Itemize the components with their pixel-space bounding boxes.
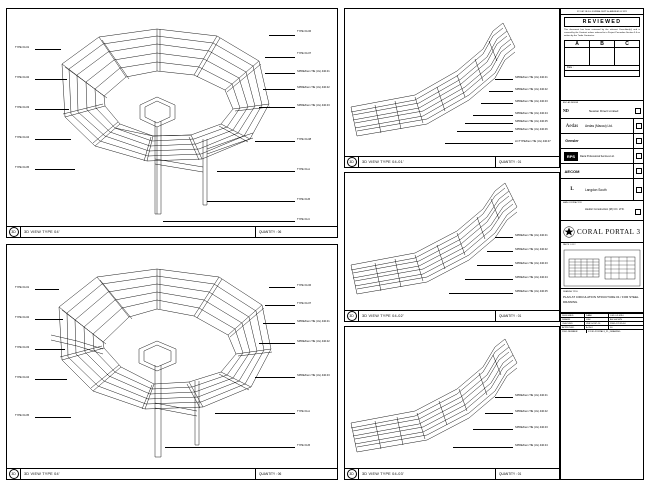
view-title-bar bbox=[345, 468, 559, 479]
key-plan-diagram bbox=[563, 249, 641, 287]
annotation-label: TYPE 04-01 bbox=[15, 46, 30, 49]
annotation-label: SPIRE/Item TIE (UL) 440.02 bbox=[515, 88, 548, 91]
review-stamp bbox=[561, 15, 643, 101]
view-quantity: QUANTITY : 06 bbox=[255, 227, 337, 237]
field-row bbox=[561, 317, 643, 321]
annotation-label: SPIRE/Item TIE (UL) 440.03 bbox=[515, 262, 548, 265]
annotation-label: SPIRE/Item TIE (UL) 440.04 bbox=[515, 276, 548, 279]
annotation-label: TYPE 04-01 bbox=[15, 286, 30, 289]
field-row bbox=[561, 325, 643, 329]
consultant-checkbox-cell bbox=[633, 149, 643, 163]
consultant-row-gensler bbox=[561, 134, 643, 149]
review-columns-body bbox=[564, 48, 640, 66]
title-fields-grid bbox=[561, 313, 643, 333]
annotation-label: TYPE 04-A bbox=[297, 168, 310, 171]
view-bubble bbox=[345, 311, 359, 321]
view-bubble bbox=[7, 227, 21, 237]
consultant-checkbox[interactable] bbox=[636, 187, 642, 193]
view-quantity: QUANTITY : 01 bbox=[495, 469, 559, 479]
consultant-row-rps bbox=[561, 149, 643, 164]
annotation-label: TYPE 04-07 bbox=[297, 52, 312, 55]
field-value-2: DWG-ST-3D-04 bbox=[610, 322, 626, 325]
main-contractor-checkbox[interactable] bbox=[635, 209, 641, 215]
field-value-2: AS SHOWN bbox=[610, 318, 622, 321]
consultant-row-langdon bbox=[561, 179, 643, 201]
project-logo-row bbox=[561, 221, 643, 243]
annotation-label: TYPE 04-06 bbox=[297, 30, 312, 33]
review-stamp-heading: REVIEWED bbox=[564, 17, 640, 27]
consultant-name: Aedas (Macau) Ltd. bbox=[585, 124, 613, 128]
drawing-title-text: PLAN AT CIRCULATION STRUCTURE 01 / FOR STEEL DRAWING bbox=[563, 295, 639, 304]
review-col-c: C bbox=[625, 40, 629, 47]
view-name: 3D VIEW TYPE 04-02' bbox=[362, 314, 404, 318]
annotation-label: TYPE 04-B bbox=[297, 198, 310, 201]
field-label: DRAWN bbox=[561, 318, 585, 321]
field-row bbox=[561, 313, 643, 317]
view-name: 3D VIEW TYPE 04' bbox=[24, 230, 60, 234]
view-bubble-label: 3D bbox=[347, 157, 357, 167]
key-plan-row bbox=[561, 243, 643, 289]
review-cell-b[interactable] bbox=[590, 48, 615, 65]
field-value: VER 04 SP-10 bbox=[585, 322, 609, 325]
annotation-label: TYPE 04-04 bbox=[15, 136, 30, 139]
field-value: A.CHO bbox=[585, 326, 609, 329]
review-col-a: A bbox=[565, 41, 590, 47]
annotation-label: TYPE 04-03 bbox=[15, 106, 30, 109]
annotation-label: SPIRE/Item TIE (UL) 440.03 bbox=[297, 374, 330, 377]
annotation-label: SPIRE/Item TIE (UL) 440.01 bbox=[297, 70, 330, 73]
drawing-title-label: DRAWING TITLE bbox=[563, 291, 578, 293]
viewport-bottom-left bbox=[6, 244, 338, 480]
coral-emblem-icon bbox=[561, 226, 577, 238]
main-contractor-row bbox=[561, 201, 643, 221]
consultant-name: Langdon South bbox=[585, 187, 607, 192]
annotation-label: TYPE 04-05 bbox=[15, 166, 30, 169]
aedas-logo: Aedas bbox=[565, 123, 579, 129]
view-quantity: QUANTITY : 01 bbox=[495, 157, 559, 167]
sheet-ref-value: ST-3D-PORTAL3_PL_DRAWING bbox=[588, 330, 621, 333]
view-bubble bbox=[7, 469, 21, 479]
consultant-checkbox[interactable] bbox=[636, 138, 642, 144]
annotation-label: SPIRE/Item TIE (UL) 440.02 bbox=[297, 86, 330, 89]
view-bubble-label: 3D bbox=[347, 469, 357, 479]
viewport-top-left bbox=[6, 8, 338, 238]
consultant-name: Ravia Professional Services Ltd. bbox=[580, 154, 615, 158]
drawing-no-label: DWG NUMBER bbox=[561, 330, 587, 333]
isometric-canopy-drawing-2 bbox=[7, 245, 339, 469]
view-quantity: QUANTITY : 06 bbox=[255, 469, 337, 479]
truss-detail-drawing-1 bbox=[345, 9, 561, 157]
key-plan-label: PARTS 1 OF 2 bbox=[563, 244, 576, 246]
view-bubble-label: 3D bbox=[9, 227, 19, 237]
consultant-checkbox[interactable] bbox=[636, 168, 642, 174]
field-label: DESIGNED bbox=[561, 314, 585, 317]
annotation-label: SPIRE/Item TIE (UL) 440.02 bbox=[515, 410, 548, 413]
annotation-label: SPIRE/Item TIE (UL) 440.03 bbox=[515, 100, 548, 103]
consultant-role-label: BD/ LAD DESIGN bbox=[563, 102, 579, 104]
annotation-label: TYPE 04-02 bbox=[15, 316, 30, 319]
annotation-label: SPIRE/Item TIE (UL) 440.02 bbox=[515, 248, 548, 251]
view-bubble bbox=[345, 469, 359, 479]
view-title-bar bbox=[7, 226, 337, 237]
view-title-bar bbox=[7, 468, 337, 479]
top-note-text: ST. DET. BLDG JOURNAL DEPT. A. AMENDED 02 STR bbox=[577, 10, 627, 13]
annotation-label: TYPE 04-04 bbox=[15, 376, 30, 379]
view-name: 3D VIEW TYPE 04-01' bbox=[362, 160, 404, 164]
viewport-right-bottom bbox=[344, 326, 560, 480]
annotation-label: TYPE 04-02 bbox=[15, 76, 30, 79]
annotation-label: TYPE 04-08 bbox=[297, 138, 312, 141]
annotation-label: SPIRE/Item TIE (UL) 440.01 bbox=[297, 320, 330, 323]
annotation-label: SPIRE/Item TIE (UL) 440.06 bbox=[515, 128, 548, 131]
main-contractor-name: Hsubic Construction (M) CO. LTD. bbox=[585, 208, 625, 211]
consultant-checkbox[interactable] bbox=[635, 108, 641, 114]
annotation-label: TYPE 04-B bbox=[297, 444, 310, 447]
gensler-logo: Gensler bbox=[565, 139, 579, 143]
review-cell-c[interactable] bbox=[615, 48, 639, 65]
consultant-row-aedas bbox=[561, 119, 643, 134]
title-block bbox=[560, 8, 644, 480]
annotation-label: SPIRE/Item TIE (UL) 440.01 bbox=[515, 394, 548, 397]
project-logo-text: CORAL PORTAL 3 bbox=[577, 227, 641, 236]
consultant-row-newton bbox=[561, 101, 643, 119]
aecom-logo: AECOM bbox=[564, 168, 580, 174]
field-value: DAAD bbox=[585, 314, 609, 317]
annotation-label: LN TYPE/Item TIE (UL) 440.07 bbox=[515, 140, 551, 143]
view-title-bar bbox=[345, 310, 559, 321]
field-value: JSM bbox=[585, 318, 609, 321]
view-name: 3D VIEW TYPE 04' bbox=[24, 472, 60, 476]
isometric-canopy-drawing-1 bbox=[7, 9, 339, 227]
consultant-checkbox[interactable] bbox=[636, 153, 642, 159]
view-name: 3D VIEW TYPE 04-03' bbox=[362, 472, 404, 476]
main-contractor-label: MAIN CONTRACTOR bbox=[563, 202, 582, 204]
annotation-label: TYPE 04-03 bbox=[15, 346, 30, 349]
consultant-name: Newton Direct Limited bbox=[589, 109, 619, 113]
annotation-label: TYPE 04-05 bbox=[15, 414, 30, 417]
review-stamp-body: This document has been reviewed by the relevant Consultant(s) and is covered by the Contract unless referred to in Project Procedure Section 5.4 as written by the Trade Contractor. bbox=[564, 29, 640, 37]
langdon-logo: L bbox=[570, 187, 574, 192]
rps-logo: RPS bbox=[564, 152, 578, 161]
newton-logo: ND bbox=[563, 108, 569, 113]
annotation-label: TYPE 04-C bbox=[297, 218, 311, 221]
consultant-row-aecom bbox=[561, 164, 643, 179]
view-title-bar bbox=[345, 156, 559, 167]
review-columns-header bbox=[564, 40, 640, 48]
annotation-label: SPIRE/Item TIE (UL) 440.05 bbox=[515, 290, 548, 293]
view-bubble-label: 3D bbox=[9, 469, 19, 479]
drawing-title-row bbox=[561, 289, 643, 313]
consultant-checkbox-cell bbox=[633, 179, 643, 200]
consultant-checkbox[interactable] bbox=[636, 123, 642, 129]
annotation-label: SPIRE/Item TIE (UL) 440.01 bbox=[515, 76, 548, 79]
review-date-field[interactable]: Date : bbox=[564, 66, 640, 71]
view-quantity: QUANTITY : 01 bbox=[495, 311, 559, 321]
field-value-2: 00 bbox=[610, 326, 613, 329]
view-bubble-label: 3D bbox=[347, 311, 357, 321]
review-cell-a[interactable] bbox=[565, 48, 590, 65]
viewport-right-mid bbox=[344, 172, 560, 322]
sheet-ref-row bbox=[561, 329, 643, 333]
field-value-2: C&D 0.9.0910 bbox=[610, 314, 624, 317]
annotation-label: SPIRE/Item TIE (UL) 440.05 bbox=[515, 120, 548, 123]
consultant-checkbox-cell bbox=[633, 134, 643, 148]
review-date-field-2[interactable] bbox=[564, 71, 640, 77]
annotation-label: TYPE 04-07 bbox=[297, 302, 312, 305]
annotation-label: SPIRE/Item TIE (UL) 440.03 bbox=[297, 104, 330, 107]
field-row bbox=[561, 321, 643, 325]
field-label: APPROVED bbox=[561, 326, 585, 329]
annotation-label: SPIRE/Item TIE (UL) 440.04 bbox=[515, 112, 548, 115]
consultant-checkbox-cell bbox=[633, 119, 643, 133]
annotation-label: SPIRE/Item TIE (UL) 440.03 bbox=[515, 426, 548, 429]
field-label: CHECKED bbox=[561, 322, 585, 325]
annotation-label: SPIRE/Item TIE (UL) 440.04 bbox=[515, 444, 548, 447]
annotation-label: TYPE 04-A bbox=[297, 410, 310, 413]
consultant-checkbox-cell bbox=[633, 164, 643, 178]
review-col-b: B bbox=[590, 41, 615, 47]
coral-emblem-svg bbox=[563, 226, 575, 238]
annotation-label: TYPE 04-06 bbox=[297, 284, 312, 287]
view-bubble bbox=[345, 157, 359, 167]
annotation-label: SPIRE/Item TIE (UL) 440.01 bbox=[515, 234, 548, 237]
viewport-right-top bbox=[344, 8, 560, 168]
annotation-label: SPIRE/Item TIE (UL) 440.02 bbox=[297, 340, 330, 343]
